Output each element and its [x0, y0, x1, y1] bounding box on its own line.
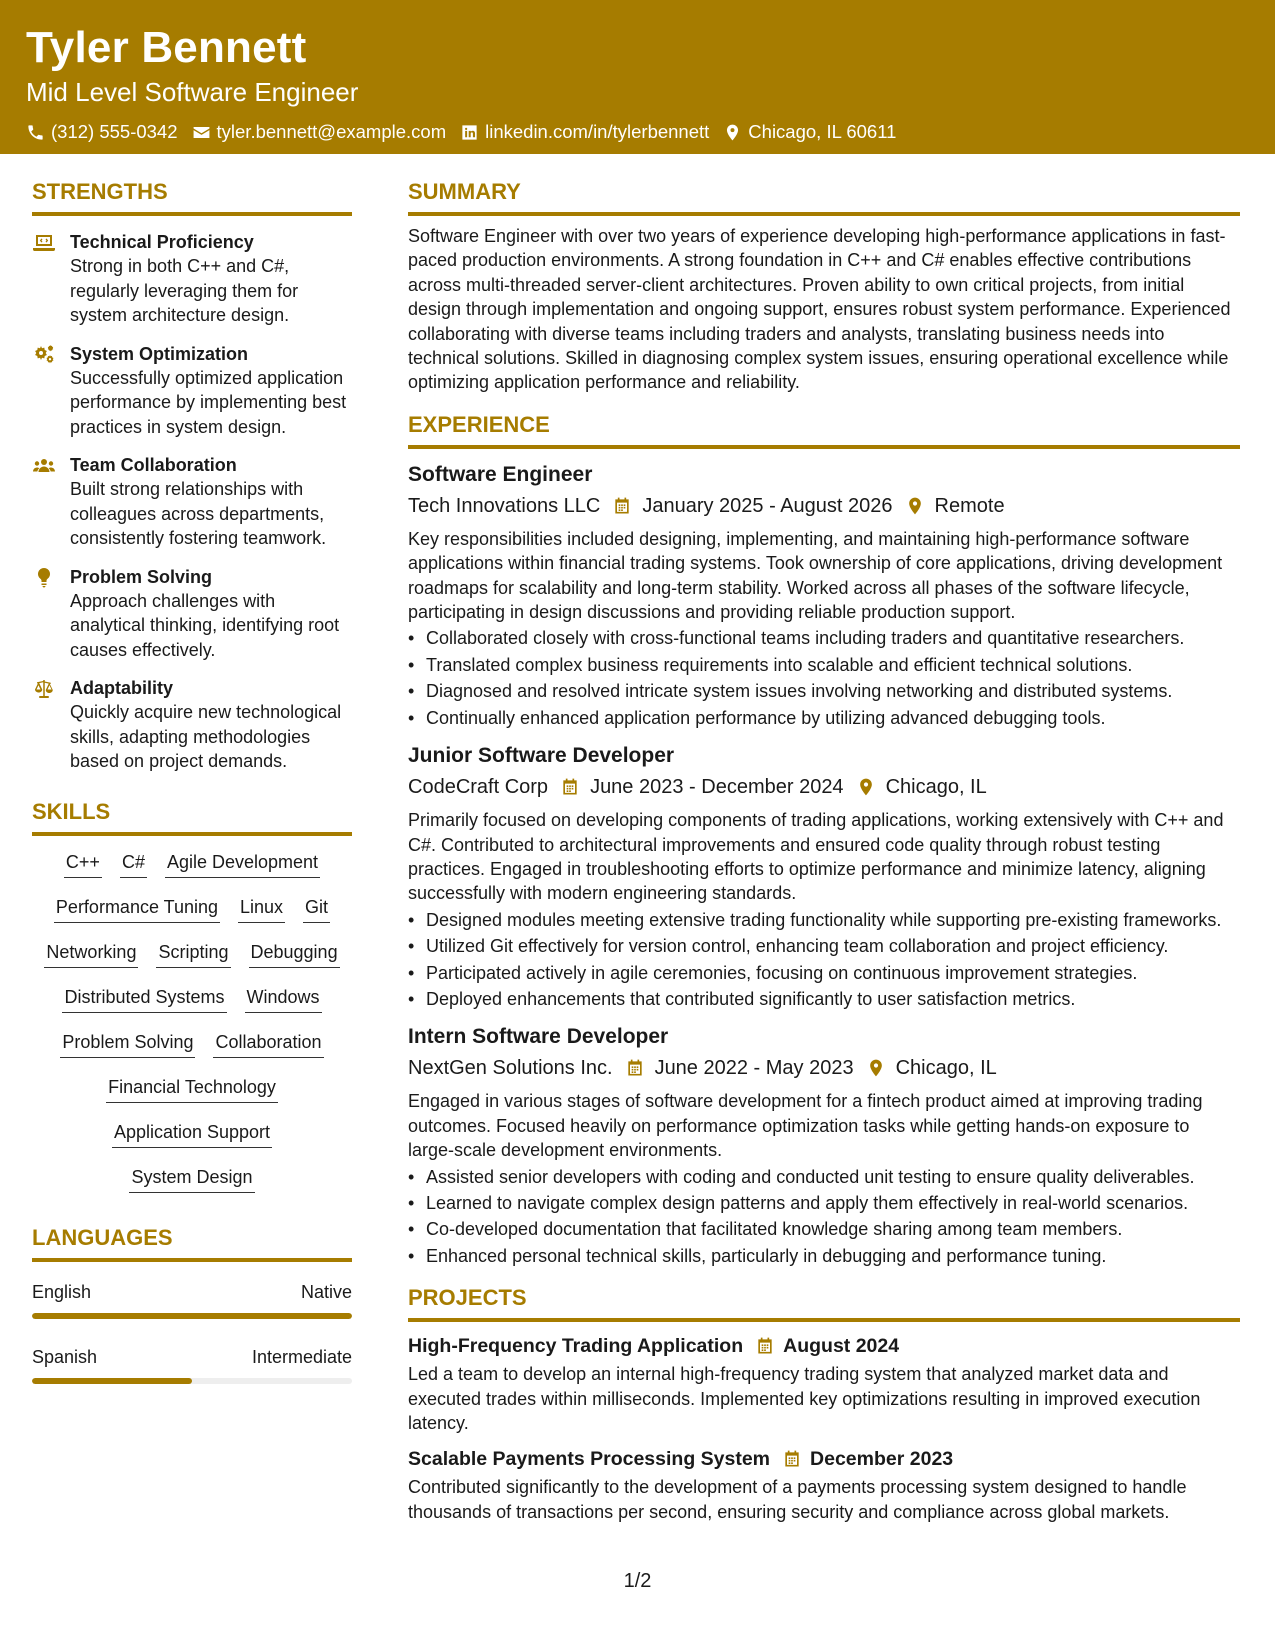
job-bullets — [408, 626, 1240, 730]
job-description: Primarily focused on developing components of trading applications, working extensively with C++ and C#. Contributed to architectural improvements and ensured code quality through robust testing practices. Engaged in troubleshooting efforts to optimize performance and minimize latency, aligning successfully with modern engineering standards. — [408, 810, 1224, 904]
skills-row — [32, 850, 352, 895]
skills-row — [32, 1165, 352, 1210]
skills-row — [32, 940, 352, 985]
gears-icon — [32, 343, 56, 367]
skill-tag: C++ — [64, 850, 102, 878]
job-meta — [408, 491, 1240, 521]
job-location: Remote — [934, 494, 1005, 517]
project-date: August 2024 — [783, 1335, 900, 1358]
skill-tag: System Design — [129, 1165, 254, 1193]
strength-title: System Optimization — [70, 343, 249, 364]
strength-item — [32, 230, 352, 328]
skill-tag: Linux — [238, 895, 285, 923]
language-bar — [32, 1313, 352, 1319]
skills-row — [32, 895, 352, 940]
calendar-icon — [782, 1449, 802, 1469]
resume-header — [0, 0, 1275, 154]
list-item: • Learned to navigate complex design patterns and apply them effectively in real-world scenarios. — [408, 1191, 1240, 1215]
strengths-heading: STRENGTHS — [32, 178, 352, 216]
contact-bar — [26, 120, 1249, 144]
list-item: • Co-developed documentation that facilitated knowledge sharing among team members. — [408, 1217, 1240, 1241]
project-title: Scalable Payments Processing System — [408, 1448, 771, 1471]
location-text: Chicago, IL 60611 — [748, 121, 897, 142]
candidate-title: Mid Level Software Engineer — [26, 77, 359, 107]
strength-item — [32, 342, 352, 440]
job-title: Intern Software Developer — [408, 1025, 669, 1049]
list-item: • Translated complex business requirements into scalable and efficient technical solutions. — [408, 653, 1240, 677]
job-title: Software Engineer — [408, 462, 593, 486]
list-item: • Deployed enhancements that contributed significantly to user satisfaction metrics. — [408, 987, 1240, 1011]
skill-tag: C# — [120, 850, 147, 878]
job-title: Junior Software Developer — [408, 744, 675, 768]
list-item: • Continually enhanced application performance by utilizing advanced debugging tools. — [408, 706, 1240, 730]
summary-heading: SUMMARY — [408, 178, 1240, 216]
project-date: December 2023 — [810, 1448, 954, 1471]
location-pin-icon — [905, 496, 925, 516]
summary-text: Software Engineer with over two years of experience developing high-performance applications in fast-paced production environments. A strong foundation in C++ and C# enables effective contributions across multi-threaded server-client architectures. Proven ability to own critical projects, from initial design through implementation and ongoing support, ensures robust system performance. Experienced collaborating with diverse teams including traders and analysts, translating business needs into technical solutions. Skilled in diagnosing complex system issues, ensuring operational excellence while optimizing application performance and reliability. — [408, 226, 1231, 393]
job-bullets — [408, 908, 1240, 1012]
list-item: • Diagnosed and resolved intricate system issues involving networking and distributed systems. — [408, 679, 1240, 703]
envelope-icon — [192, 123, 211, 142]
strength-desc: Approach challenges with analytical thinking, identifying root causes effectively. — [70, 590, 340, 660]
phone-text: (312) 555-0342 — [51, 121, 178, 142]
contact-phone[interactable] — [26, 120, 178, 144]
skill-tag: Problem Solving — [60, 1030, 195, 1058]
skills-heading: SKILLS — [32, 798, 352, 836]
list-item: • Assisted senior developers with coding and conducted unit testing to ensure quality deliverables. — [408, 1165, 1240, 1189]
skills-row — [32, 1030, 352, 1075]
language-level: Native — [300, 1281, 352, 1302]
location-pin-icon — [856, 777, 876, 797]
job-location: Chicago, IL — [895, 1057, 997, 1080]
left-column — [32, 178, 352, 1410]
languages-heading: LANGUAGES — [32, 1224, 352, 1262]
job-dates: June 2023 - December 2024 — [590, 776, 844, 799]
project-description: Contributed significantly to the development of a payments processing system designed to handle thousands of transactions per second, ensuring security and compliance across global markets. — [408, 1477, 1187, 1522]
job-meta — [408, 772, 1240, 802]
list-item: • Enhanced personal technical skills, particularly in debugging and performance tuning. — [408, 1244, 1240, 1268]
job-meta — [408, 1053, 1240, 1083]
language-bar — [32, 1378, 352, 1384]
experience-heading: EXPERIENCE — [408, 411, 1240, 449]
laptop-code-icon — [32, 231, 56, 255]
list-item: • Designed modules meeting extensive trading functionality while supporting pre-existing frameworks. — [408, 908, 1240, 932]
list-item: • Collaborated closely with cross-functional teams including traders and quantitative researchers. — [408, 626, 1240, 650]
language-row — [32, 1280, 352, 1304]
projects-heading: PROJECTS — [408, 1284, 1240, 1322]
languages-list — [32, 1280, 352, 1384]
project-title: High-Frequency Trading Application — [408, 1335, 744, 1358]
contact-email[interactable] — [192, 120, 447, 144]
candidate-name: Tyler Bennett — [26, 23, 307, 72]
language-row — [32, 1345, 352, 1369]
skills-row — [32, 1075, 352, 1120]
job-dates: June 2022 - May 2023 — [654, 1057, 854, 1080]
job-description: Engaged in various stages of software development for a fintech product aimed at improving trading outcomes. Focused heavily on performance optimization tasks while getting hands-on exposure to large-scale development environments. — [408, 1091, 1203, 1161]
skill-tag: Scripting — [156, 940, 230, 968]
list-item: • Participated actively in agile ceremonies, focusing on continuous improvement strategies. — [408, 961, 1240, 985]
skill-tag: Agile Development — [165, 850, 320, 878]
strength-desc: Built strong relationships with colleagues across departments, consistently fostering teamwork. — [70, 479, 327, 548]
calendar-icon — [625, 1058, 645, 1078]
skills-list — [32, 850, 352, 1210]
job-dates: January 2025 - August 2026 — [642, 494, 893, 517]
job-company: NextGen Solutions Inc. — [408, 1057, 613, 1080]
strength-title: Adaptability — [70, 678, 174, 698]
skill-tag: Distributed Systems — [62, 985, 226, 1013]
scale-icon — [32, 677, 56, 701]
strength-title: Team Collaboration — [70, 455, 237, 475]
job-bullets — [408, 1165, 1240, 1269]
lightbulb-icon — [32, 566, 56, 590]
language-bar-fill — [32, 1313, 352, 1319]
job-company: Tech Innovations LLC — [408, 494, 601, 517]
project-entry — [408, 1445, 1240, 1524]
users-icon — [32, 454, 56, 478]
strength-desc: Quickly acquire new technological skills, adapting methodologies based on project demands. — [70, 702, 342, 771]
list-item: • Utilized Git effectively for version control, enhancing team collaboration and project efficiency. — [408, 934, 1240, 958]
skill-tag: Financial Technology — [106, 1075, 278, 1103]
job-company: CodeCraft Corp — [408, 776, 549, 799]
calendar-icon — [560, 777, 580, 797]
location-pin-icon — [723, 123, 742, 142]
contact-linkedin[interactable] — [460, 120, 709, 144]
phone-icon — [26, 123, 45, 142]
skill-tag: Networking — [44, 940, 138, 968]
language-bar-fill — [32, 1378, 192, 1384]
skill-tag: Performance Tuning — [54, 895, 220, 923]
location-pin-icon — [866, 1058, 886, 1078]
skill-tag: Debugging — [249, 940, 340, 968]
linkedin-text: linkedin.com/in/tylerbennett — [485, 121, 710, 142]
job-entry — [408, 1023, 1240, 1268]
strength-desc: Strong in both C++ and C#, regularly leveraging them for system architecture design. — [70, 256, 299, 325]
language-name: English — [32, 1281, 92, 1302]
job-entry — [408, 461, 1240, 730]
job-entry — [408, 742, 1240, 1011]
strength-item — [32, 453, 352, 551]
linkedin-icon — [460, 123, 479, 142]
contact-location — [723, 120, 896, 144]
skills-row — [32, 985, 352, 1030]
strength-title: Problem Solving — [70, 566, 213, 587]
skill-tag: Collaboration — [213, 1030, 323, 1058]
strength-title: Technical Proficiency — [70, 232, 254, 252]
skill-tag: Windows — [245, 985, 322, 1013]
page-number: 1/2 — [623, 1570, 652, 1592]
language-level: Intermediate — [251, 1346, 352, 1367]
right-column — [408, 178, 1240, 1524]
email-text: tyler.bennett@example.com — [216, 121, 447, 142]
calendar-icon — [755, 1336, 775, 1356]
skill-tag: Application Support — [112, 1120, 272, 1148]
language-name: Spanish — [32, 1346, 98, 1367]
skill-tag: Git — [303, 895, 330, 923]
project-header — [408, 1332, 1240, 1360]
project-entry — [408, 1332, 1240, 1435]
calendar-icon — [612, 496, 632, 516]
job-location: Chicago, IL — [885, 776, 987, 799]
strength-item — [32, 565, 352, 663]
project-header — [408, 1445, 1240, 1473]
strength-item — [32, 676, 352, 774]
project-description: Led a team to develop an internal high-frequency trading system that analyzed market data and executed trades within milliseconds. Implemented key optimizations resulting in improved execution latency. — [408, 1364, 1201, 1433]
skills-row — [32, 1120, 352, 1165]
job-description: Key responsibilities included designing, implementing, and maintaining high-performance software applications within financial trading systems. Took ownership of core applications, driving development roadmaps for scalability and long-term stability. Worked across all phases of the software lifecycle, participating in design discussions and providing reliable production support. — [408, 528, 1223, 623]
strength-desc: Successfully optimized application performance by implementing best practices in system design. — [70, 367, 347, 437]
